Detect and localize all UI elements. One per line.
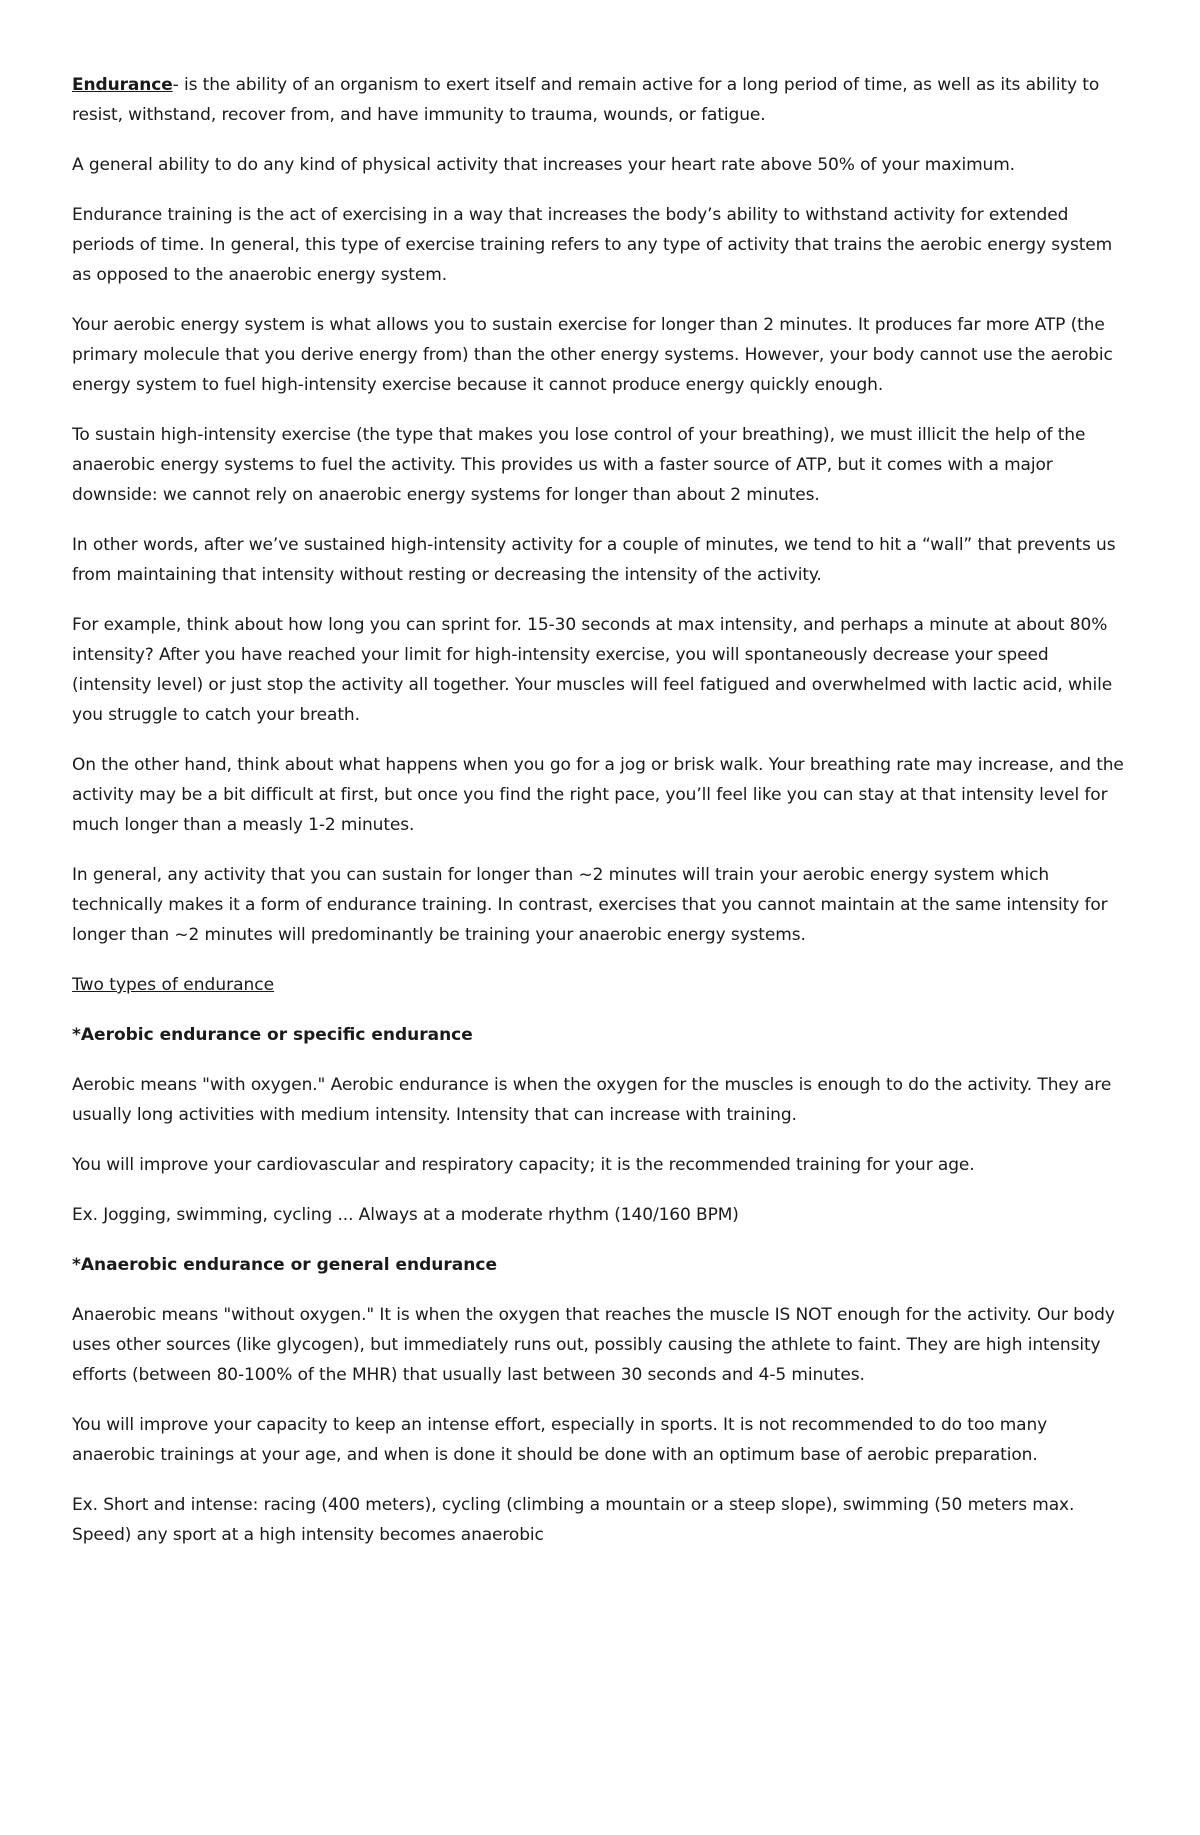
paragraph: To sustain high-intensity exercise (the type that makes you lose control of your breathing), we must illicit the help of the anaerobic energy systems to fuel the activity. This provides us with a faster source of ATP, but it comes with a major downside: we cannot rely on anaerobic energy systems for longer than about 2 minutes. <box>72 425 1086 505</box>
anaerobic-paragraph: You will improve your capacity to keep an intense effort, especially in sports. It is not recommended to do too many anaerobic trainings at your age, and when is done it should be done with an optimum base of aerobic preparation. <box>72 1415 1048 1465</box>
anaerobic-example: Ex. Short and intense: racing (400 meters), cycling (climbing a mountain or a steep slope), swimming (50 meters max. Speed) any sport at a high intensity becomes anaerobic <box>72 1495 1075 1545</box>
paragraph: In other words, after we’ve sustained high-intensity activity for a couple of minutes, we tend to hit a “wall” that prevents us from maintaining that intensity without resting or decreasing the intensity of the activity. <box>72 535 1116 585</box>
anaerobic-heading: *Anaerobic endurance or general endurance <box>72 1255 497 1275</box>
endurance-term: Endurance <box>72 75 173 95</box>
paragraph: A general ability to do any kind of physical activity that increases your heart rate above 50% of your maximum. <box>72 155 1015 175</box>
aerobic-example: Ex. Jogging, swimming, cycling ... Always at a moderate rhythm (140/160 BPM) <box>72 1205 739 1225</box>
paragraph: On the other hand, think about what happens when you go for a jog or brisk walk. Your breathing rate may increase, and the activity may be a bit difficult at first, but once you find the right pace, you’ll feel like you can stay at that intensity level for much longer than a measly 1-2 minutes. <box>72 755 1124 835</box>
types-heading: Two types of endurance <box>72 975 275 995</box>
endurance-definition-text: - is the ability of an organism to exert itself and remain active for a long period of time, as well as its ability to resist, withstand, recover from, and have immunity to trauma, wounds, or fatigue. <box>72 75 1100 125</box>
paragraph: For example, think about how long you can sprint for. 15-30 seconds at max intensity, and perhaps a minute at about 80% intensity? After you have reached your limit for high-intensity exercise, you will spontaneously decrease your speed (intensity level) or just stop the activity all together. Your muscles will feel fatigued and overwhelmed with lactic acid, while you struggle to catch your breath. <box>72 615 1113 725</box>
paragraph: Endurance training is the act of exercising in a way that increases the body’s ability to withstand activity for extended periods of time. In general, this type of exercise training refers to any type of activity that trains the aerobic energy system as opposed to the anaerobic energy system. <box>72 205 1113 285</box>
document-page <box>72 70 1132 1570</box>
endurance-definition <box>72 70 1132 130</box>
aerobic-paragraph: You will improve your cardiovascular and respiratory capacity; it is the recommended training for your age. <box>72 1155 975 1175</box>
paragraph: In general, any activity that you can sustain for longer than ~2 minutes will train your aerobic energy system which technically makes it a form of endurance training. In contrast, exercises that you cannot maintain at the same intensity for longer than ~2 minutes will predominantly be training your anaerobic energy systems. <box>72 865 1108 945</box>
anaerobic-paragraph: Anaerobic means "without oxygen." It is when the oxygen that reaches the muscle IS NOT enough for the activity. Our body uses other sources (like glycogen), but immediately runs out, possibly causing the athlete to faint. They are high intensity efforts (between 80-100% of the MHR) that usually last between 30 seconds and 4-5 minutes. <box>72 1305 1115 1385</box>
aerobic-paragraph: Aerobic means "with oxygen." Aerobic endurance is when the oxygen for the muscles is enough to do the activity. They are usually long activities with medium intensity. Intensity that can increase with training. <box>72 1075 1112 1125</box>
aerobic-heading: *Aerobic endurance or specific endurance <box>72 1025 473 1045</box>
paragraph: Your aerobic energy system is what allows you to sustain exercise for longer than 2 minutes. It produces far more ATP (the primary molecule that you derive energy from) than the other energy systems. However, your body cannot use the aerobic energy system to fuel high-intensity exercise because it cannot produce energy quickly enough. <box>72 315 1113 395</box>
